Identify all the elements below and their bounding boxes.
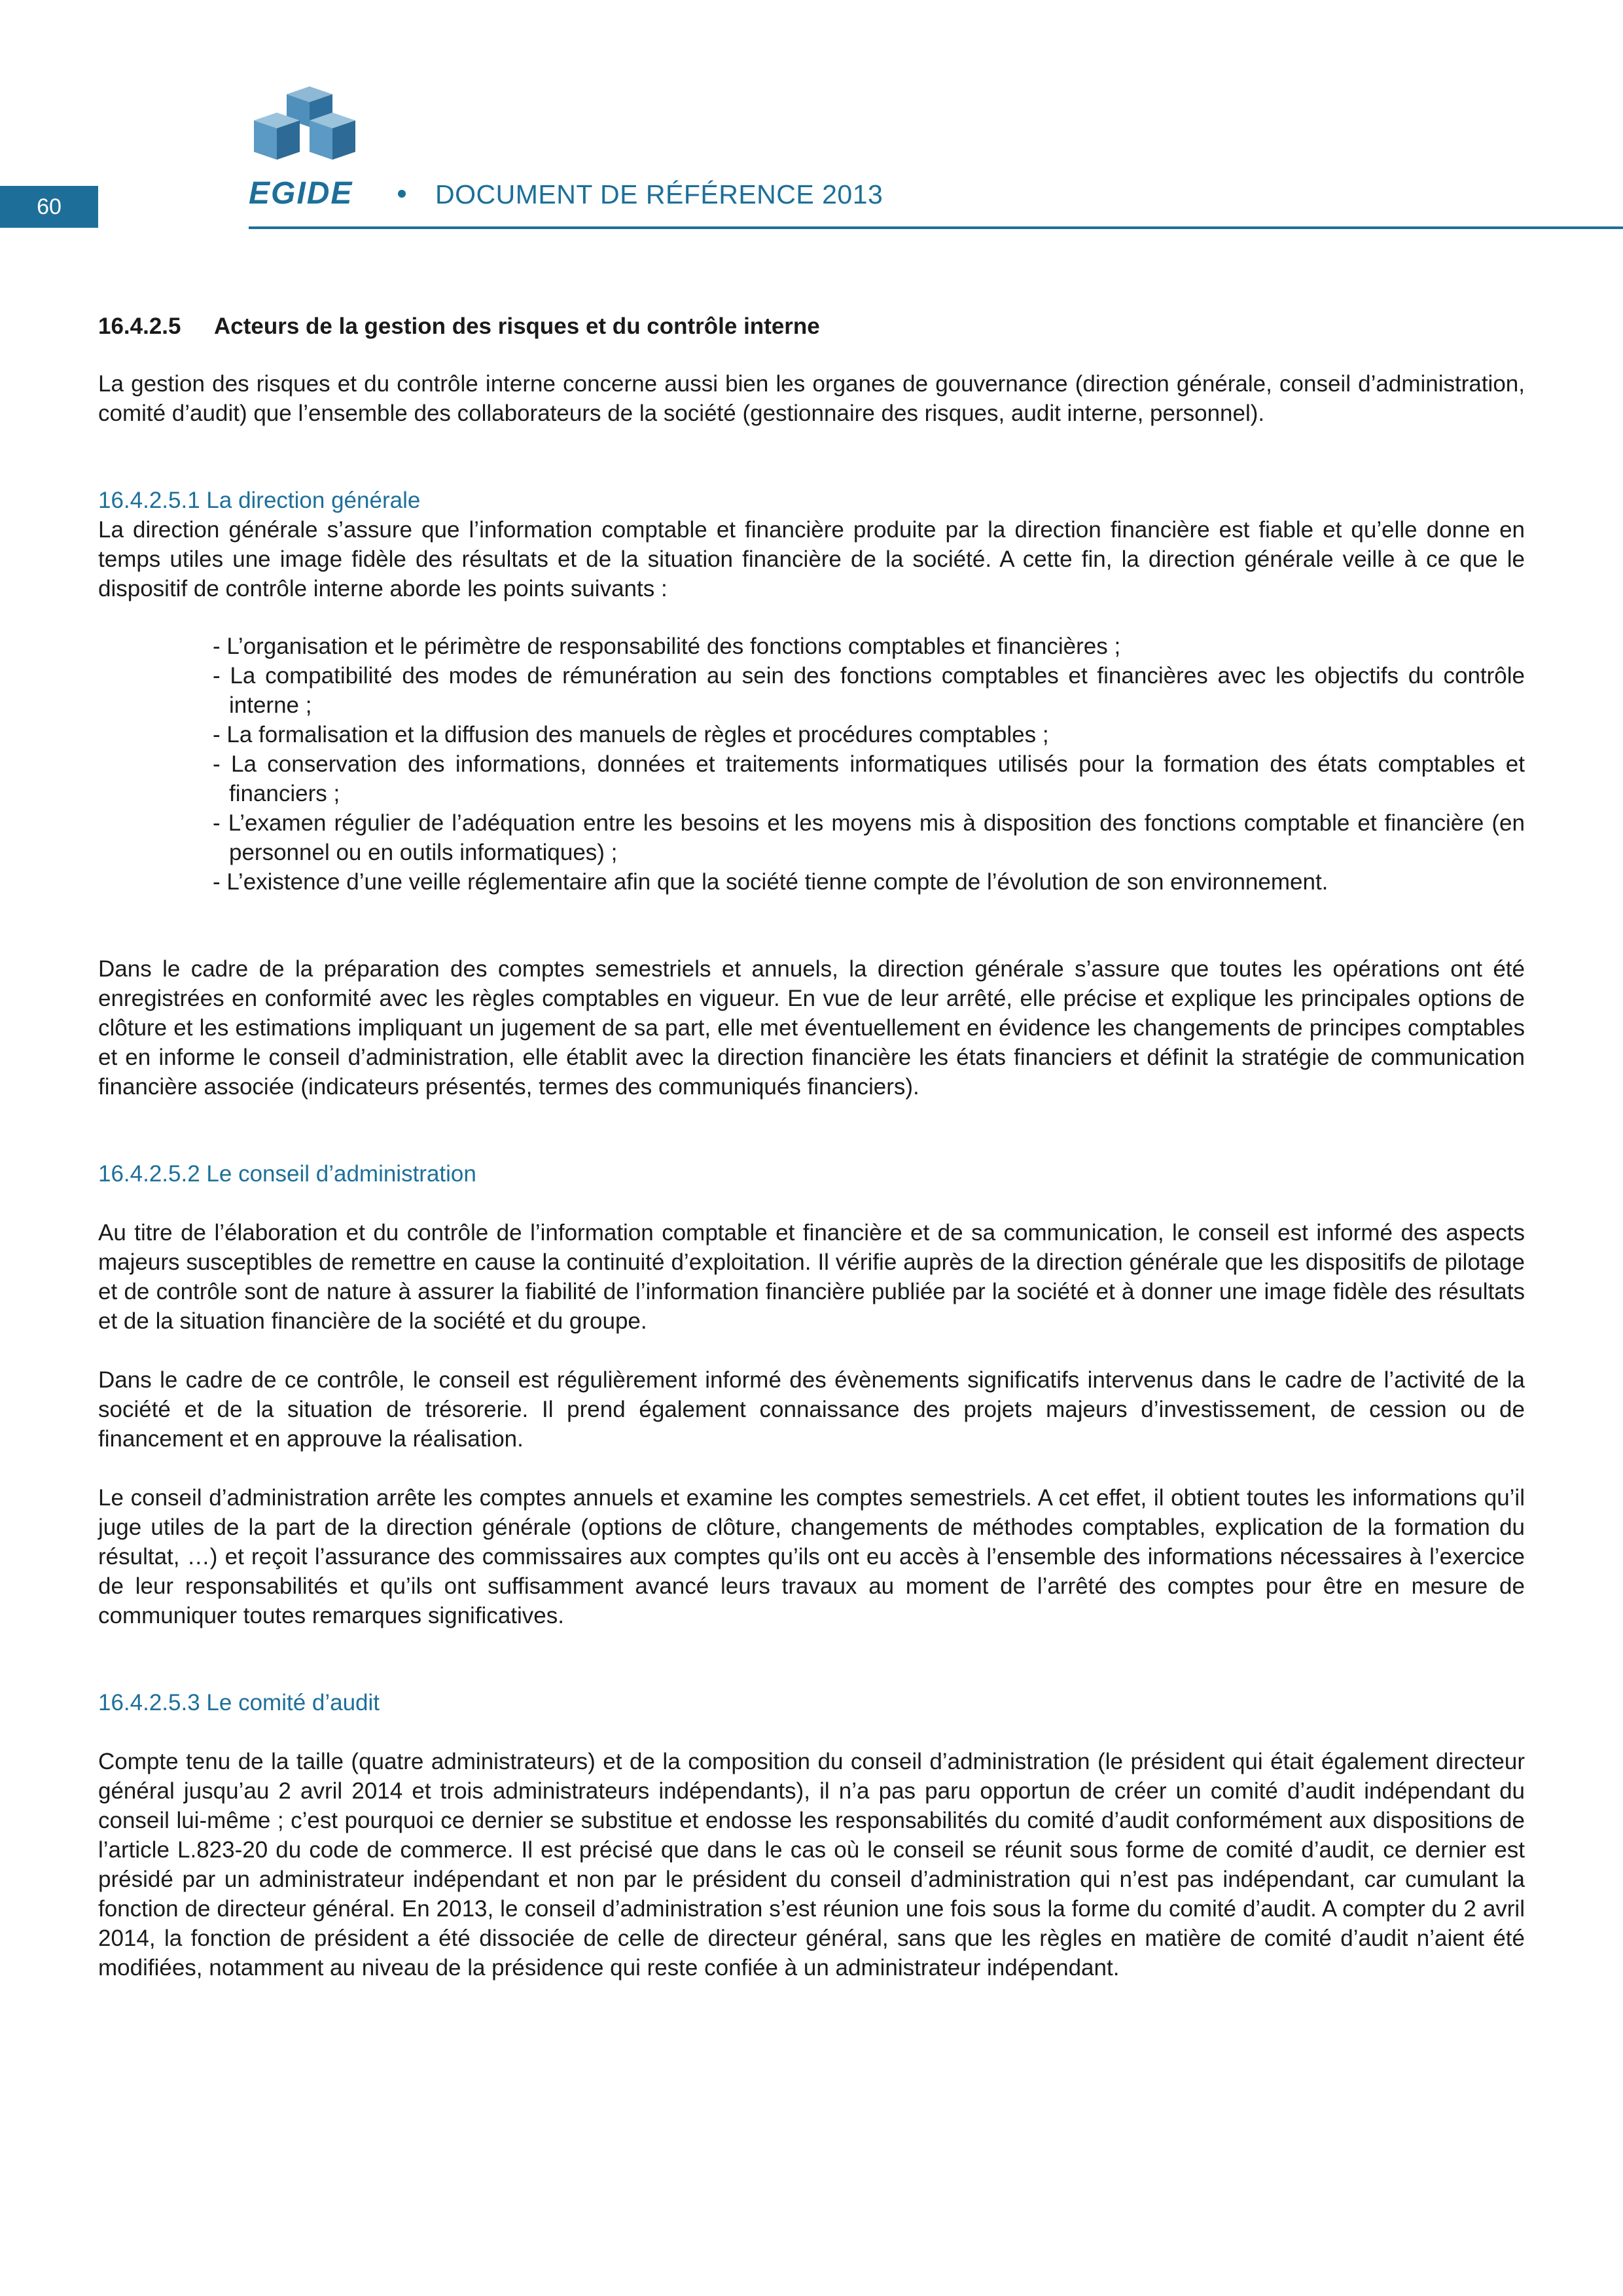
subsection-heading-comite: 16.4.2.5.3 Le comité d’audit: [98, 1690, 380, 1715]
section-title: Acteurs de la gestion des risques et du contrôle interne: [214, 314, 820, 339]
list-item: - L’examen régulier de l’adéquation entre les besoins et les moyens mis à disposition des fonctions comptable et financière (en personnel ou en outils informatiques) ;: [213, 810, 1525, 865]
subsection-heading-conseil: 16.4.2.5.2 Le conseil d’administration: [98, 1161, 476, 1187]
list-item: - La formalisation et la diffusion des manuels de règles et procédures comptables ;: [213, 722, 1049, 747]
page-content: [98, 312, 1525, 1982]
conseil-paragraph-2: Dans le cadre de ce contrôle, le conseil est régulièrement informé des évènements significatifs intervenus dans le cadre de l’activité de la société et de la situation de trésorerie. Il prend également connaissance des projets majeurs d’investissement, de cession ou de financement et en approuve la réalisation.: [98, 1367, 1525, 1452]
header-divider: [249, 226, 1623, 229]
conseil-paragraph-1: Au titre de l’élaboration et du contrôle de l’information comptable et financière et de sa communication, le conseil est informé des aspects majeurs susceptibles de remettre en cause la continuité d’exploitation. Il vérifie auprès de la direction générale que les dispositifs de pilotage et de contrôle sont de nature à assurer la fiabilité de l’information financière publiée par la société et à donner une image fidèle des résultats et de la situation financière de la société et du groupe.: [98, 1220, 1525, 1334]
section-intro: La gestion des risques et du contrôle interne concerne aussi bien les organes de gouvernance (direction générale, conseil d’administration, comité d’audit) que l’ensemble des collaborateurs de la société (gestionnaire des risques, audit interne, personnel).: [98, 371, 1525, 426]
conseil-paragraph-3: Le conseil d’administration arrête les comptes annuels et examine les comptes semestriels. A cet effet, il obtient toutes les informations qu’il juge utiles de la part de la direction générale (options de clôture, changements de méthodes comptables, explication de la formation du résultat, …) et reçoit l’assurance des commissaires aux comptes qu’ils ont eu accès à l’ensemble des informations nécessaires à l’exercice de leur responsabilités et qu’ils ont suffisamment avancé leurs travaux au moment de l’arrêté des comptes pour être en mesure de communiquer toutes remarques significatives.: [98, 1485, 1525, 1628]
header-bullet: [398, 190, 406, 198]
list-item: - L’existence d’une veille réglementaire afin que la société tienne compte de l’évolution de son environnement.: [213, 869, 1329, 895]
list-item: - La conservation des informations, données et traitements informatiques utilisés pour la formation des états comptables et financiers ;: [213, 751, 1525, 806]
direction-paragraph-2: Dans le cadre de la préparation des comptes semestriels et annuels, la direction générale s’assure que toutes les opérations ont été enregistrées en conformité avec les règles comptables en vigueur. En vue de leur arrêté, elle précise et explique les principales options de clôture et les estimations impliquant un jugement de sa part, elle met éventuellement en évidence les changements de principes comptables et en informe le conseil d’administration, elle établit avec la direction financière les états financiers et définit la stratégie de communication financière associée (indicateurs présentés, termes des communiqués financiers).: [98, 956, 1525, 1100]
list-item: - L’organisation et le périmètre de responsabilité des fonctions comptables et financières ;: [213, 634, 1121, 659]
logo-wordmark: EGIDE: [249, 176, 353, 211]
document-title: DOCUMENT DE RÉFÉRENCE 2013: [435, 179, 883, 209]
list-item: - La compatibilité des modes de rémunération au sein des fonctions comptables et financières avec les objectifs du contrôle interne ;: [213, 663, 1525, 718]
section-number: 16.4.2.5: [98, 314, 181, 339]
comite-paragraph-1: Compte tenu de la taille (quatre administrateurs) et de la composition du conseil d’administration (le président qui était également directeur général jusqu’au 2 avril 2014 et trois administrateurs indépendants), il n’a pas paru opportun de créer un comité d’audit indépendant du conseil lui-même ; c’est pourquoi ce dernier se substitue et endosse les responsabilités du comité d’audit conformément aux dispositions de l’article L.823-20 du code de commerce. Il est précisé que dans le cas où le conseil se réunit sous forme de comité d’audit, ce dernier est présidé par un administrateur indépendant et non par le président du conseil d’administration qui n’est pas indépendant, car cumulant la fonction de directeur général. En 2013, le conseil d’administration s’est réunion une fois sous la forme du comité d’audit. A compter du 2 avril 2014, la fonction de président a été dissociée de celle de directeur général, sans que les règles en matière de comité d’audit n’aient été modifiées, notamment au niveau de la présidence qui reste confiée à un administrateur indépendant.: [98, 1749, 1525, 1981]
section-heading: [98, 312, 1525, 341]
page-number: 60: [0, 186, 98, 228]
direction-paragraph-1: La direction générale s’assure que l’information comptable et financière produite par la direction financière est fiable et qu’elle donne en temps utiles une image fidèle des résultats et de la situation financière de la société. A cette fin, la direction générale veille à ce que le dispositif de contrôle interne aborde les points suivants :: [98, 517, 1525, 601]
subsection-heading-direction: 16.4.2.5.1 La direction générale: [98, 488, 421, 513]
control-points-list: [98, 632, 1525, 897]
